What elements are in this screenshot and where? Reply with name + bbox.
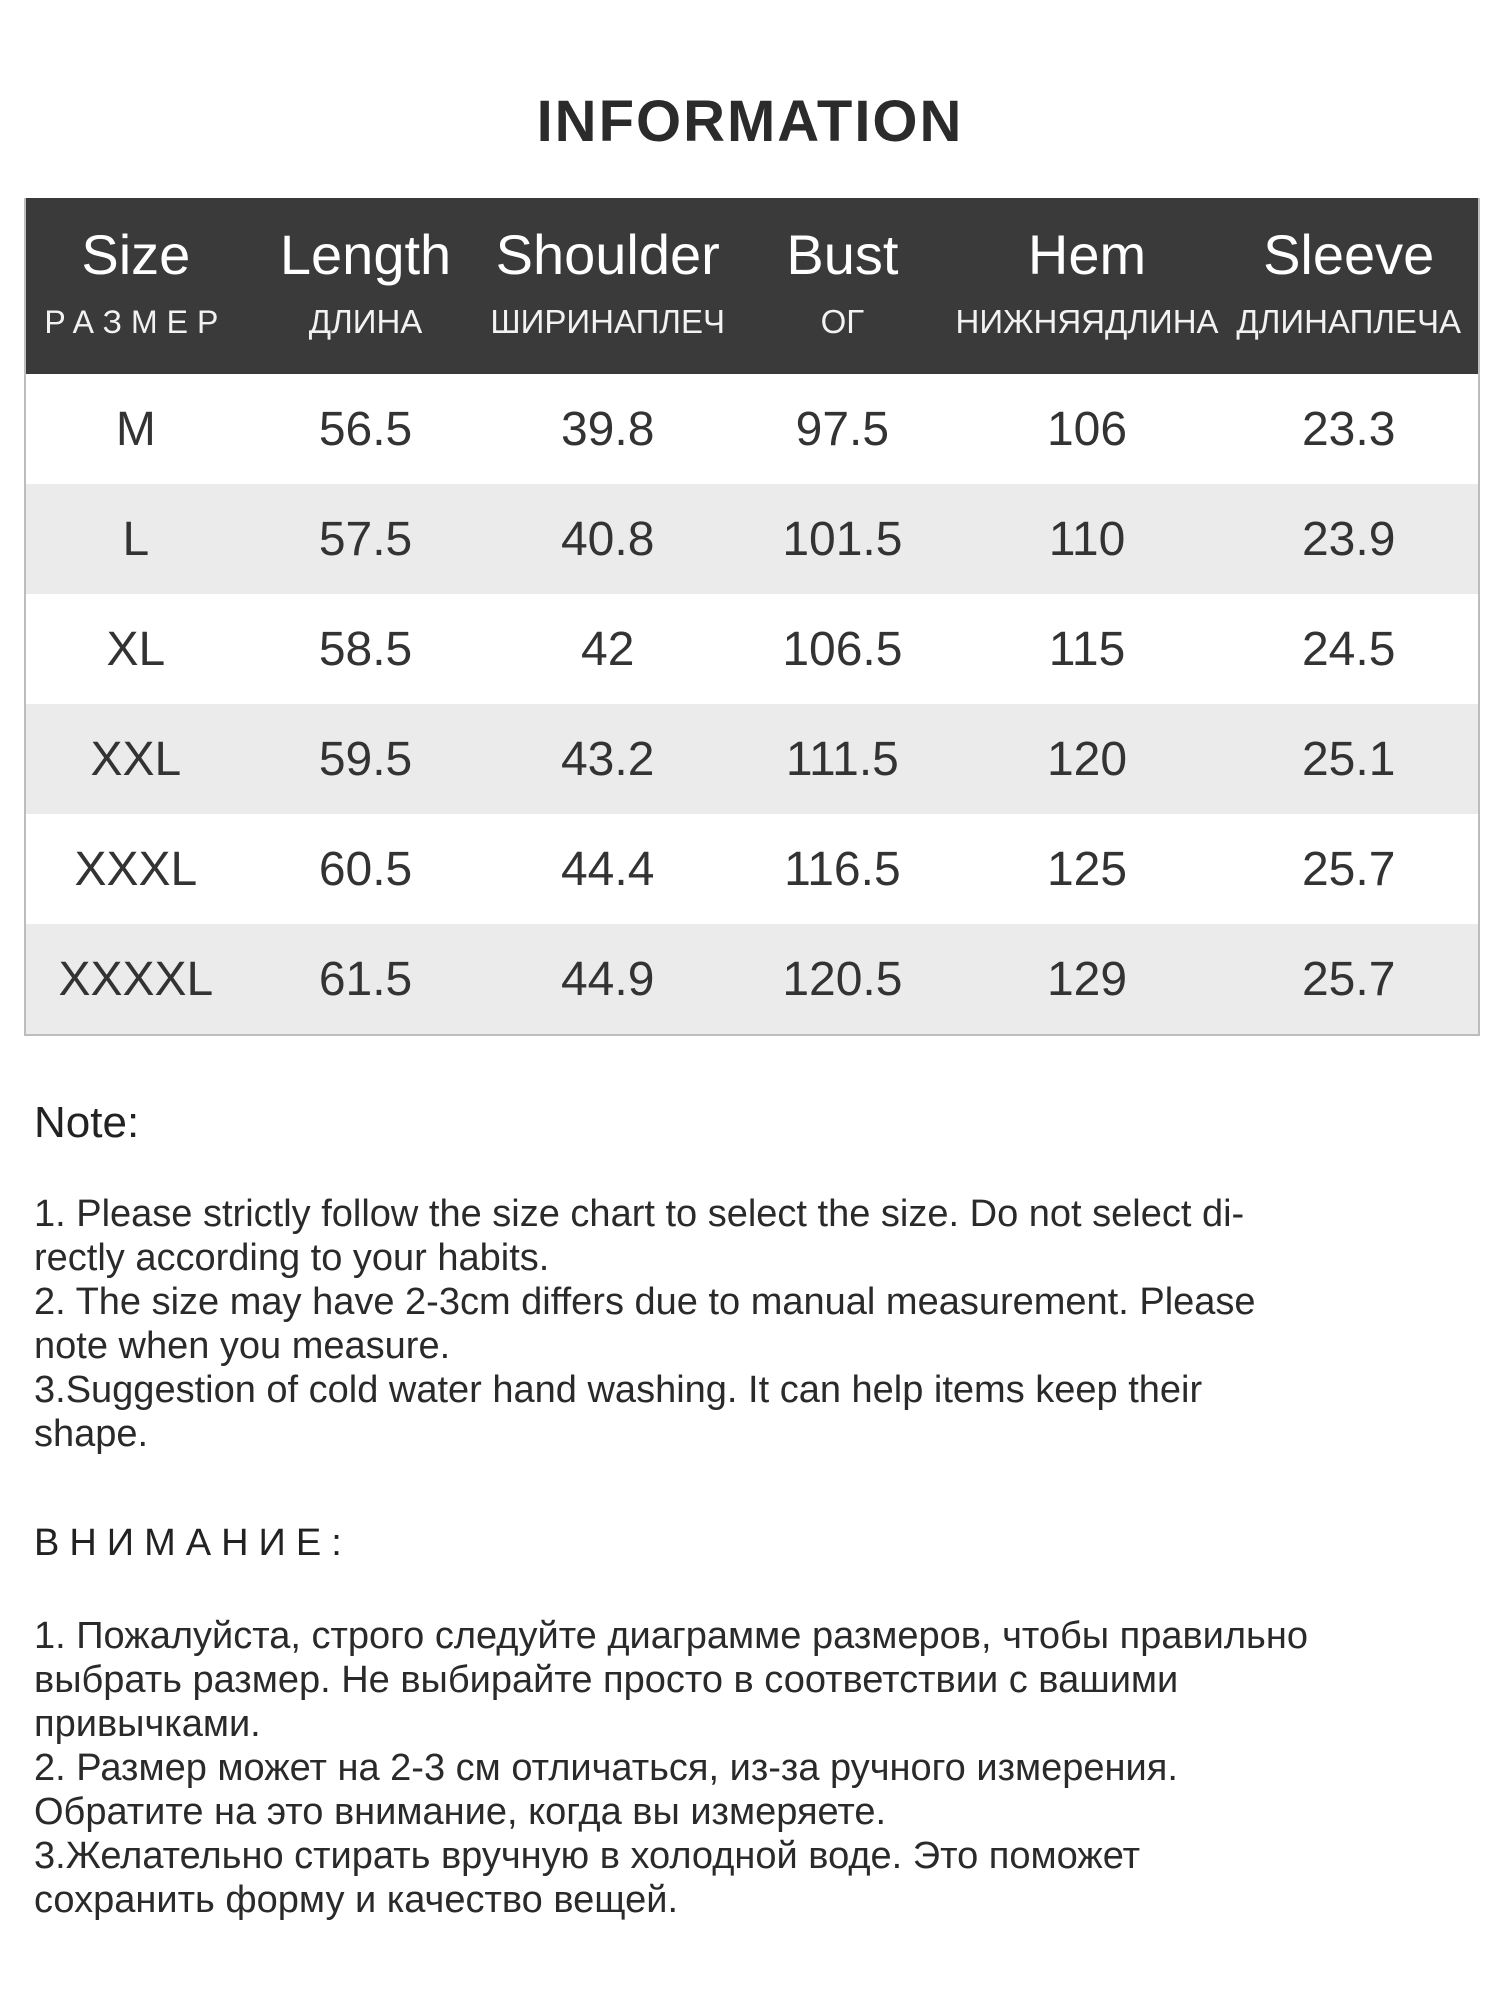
header-sublabel: ДЛИНА [308,303,423,340]
header-sublabel: НИЖНЯЯДЛИНА [955,303,1219,340]
cell-size: M [115,402,156,456]
cell-sleeve: 24.5 [1301,622,1396,676]
cell-size: L [122,512,150,566]
note-line: shape. [34,1413,149,1455]
table-row [26,814,1478,924]
header-sleeve [1219,198,1478,374]
table-row [26,484,1478,594]
note-text-en [34,1192,1454,1456]
size-table [24,198,1480,1036]
note-heading-ru: ВНИМАНИЕ: [34,1522,352,1564]
cell-length: 61.5 [318,952,413,1006]
cell-bust: 97.5 [795,402,890,456]
cell-size: XXXXL [58,952,214,1006]
table-row [26,374,1478,484]
cell-hem: 125 [1046,842,1128,896]
cell-sleeve: 25.7 [1301,842,1396,896]
cell-bust: 116.5 [784,842,901,896]
cell-shoulder: 39.8 [560,402,655,456]
cell-shoulder: 44.4 [560,842,655,896]
cell-length: 56.5 [318,402,413,456]
cell-size: XXL [90,732,182,786]
cell-sleeve: 23.3 [1301,402,1396,456]
header-label: Size [81,223,191,286]
note-line: привычками. [34,1703,261,1745]
cell-bust: 120.5 [782,952,903,1006]
header-label: Bust [786,223,899,286]
cell-shoulder: 44.9 [560,952,655,1006]
cell-size: XXXL [74,842,198,896]
page-title: INFORMATION [536,89,964,154]
header-sublabel: ОГ [820,303,865,340]
header-sublabel: ДЛИНАПЛЕЧА [1236,303,1461,340]
cell-bust: 106.5 [782,622,903,676]
note-line: 3.Suggestion of cold water hand washing. It can help items keep their [34,1369,1203,1411]
cell-hem: 110 [1048,512,1126,566]
table-row [26,704,1478,814]
cell-sleeve: 23.9 [1301,512,1396,566]
note-heading-en: Note: [34,1098,140,1147]
header-label: Hem [1027,223,1147,286]
note-line: 3.Желательно стирать вручную в холодной воде. Это поможет [34,1835,1141,1877]
cell-sleeve: 25.7 [1301,952,1396,1006]
table-row [26,924,1478,1034]
header-sublabel: ШИРИНАПЛЕЧ [490,303,725,340]
note-line: Обратите на это внимание, когда вы измеряете. [34,1791,887,1833]
cell-hem: 120 [1046,732,1128,786]
header-label: Shoulder [495,223,720,286]
table-header [26,198,1478,374]
header-shoulder [485,198,730,374]
cell-bust: 111.5 [785,732,899,786]
note-line: 1. Пожалуйста, строго следуйте диаграмме размеров, чтобы правильно [34,1615,1308,1657]
cell-length: 57.5 [318,512,413,566]
note-line: 2. The size may have 2-3cm differs due to manual measurement. Please [34,1281,1256,1323]
cell-length: 60.5 [318,842,413,896]
header-label: Length [279,223,452,286]
table-row [26,594,1478,704]
note-line: выбрать размер. Не выбирайте просто в соответствии с вашими [34,1659,1179,1701]
header-sublabel: РАЗМЕР [44,304,228,340]
header-bust [730,198,955,374]
header-size [26,198,246,374]
cell-hem: 129 [1046,952,1128,1006]
cell-sleeve: 25.1 [1301,732,1396,786]
note-line: 2. Размер может на 2-3 см отличаться, из-за ручного измерения. [34,1747,1178,1789]
note-line: note when you measure. [34,1325,451,1367]
note-line: 1. Please strictly follow the size chart to select the size. Do not select di- [34,1193,1245,1235]
header-length [246,198,486,374]
cell-shoulder: 43.2 [560,732,655,786]
header-label: Sleeve [1263,223,1435,286]
header-hem [955,198,1220,374]
cell-hem: 106 [1046,402,1128,456]
cell-length: 59.5 [318,732,413,786]
cell-hem: 115 [1048,622,1126,676]
cell-shoulder: 42 [581,622,635,676]
cell-length: 58.5 [318,622,413,676]
cell-bust: 101.5 [782,512,903,566]
note-line: сохранить форму и качество вещей. [34,1879,678,1921]
cell-size: XL [106,622,166,676]
note-line: rectly according to your habits. [34,1237,550,1279]
cell-shoulder: 40.8 [560,512,655,566]
note-text-ru [34,1614,1454,1922]
